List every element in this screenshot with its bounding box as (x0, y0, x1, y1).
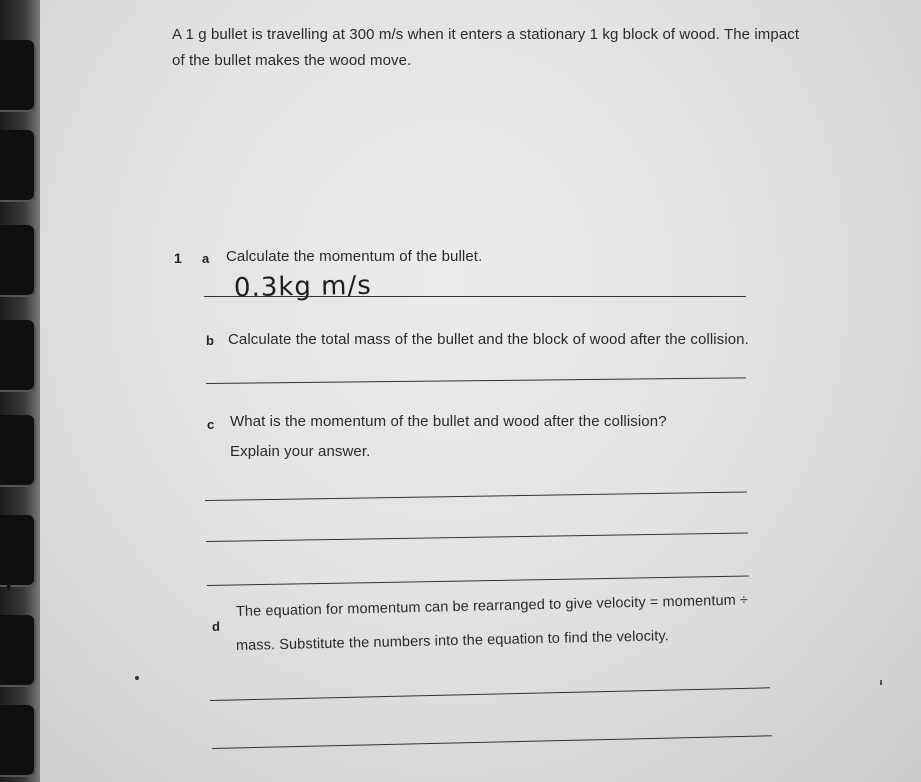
keyboard-key (0, 415, 34, 485)
part-c-question: What is the momentum of the bullet and wood after the collision? (230, 413, 667, 430)
keyboard-edge (0, 0, 44, 782)
intro-line-2: of the bullet makes the wood move. (172, 52, 412, 69)
part-b-question: Calculate the total mass of the bullet and the block of wood after the collision. (228, 331, 749, 348)
part-d-answer-line-1 (210, 687, 770, 701)
part-c-answer-line-1 (205, 491, 747, 501)
part-c-explain: Explain your answer. (230, 443, 371, 460)
paper-speck (135, 676, 139, 680)
intro-line-1: A 1 g bullet is travelling at 300 m/s when it enters a stationary 1 kg block of wood. The impact (172, 26, 800, 43)
keyboard-key (0, 225, 34, 295)
part-c-letter: c (207, 417, 215, 432)
part-a-handwritten-answer: 0.3kg m/s (233, 270, 373, 304)
question-number: 1 (174, 250, 182, 266)
part-d-letter: d (212, 619, 220, 634)
part-c-answer-line-3 (207, 576, 749, 586)
margin-mark-lower: V (4, 735, 26, 773)
margin-mark-upper: F (4, 560, 23, 598)
part-b-answer-line (206, 377, 746, 384)
part-a-letter: a (202, 251, 210, 266)
keyboard-key (0, 130, 34, 200)
part-d-question-line-2: mass. Substitute the numbers into the equation to find the velocity. (235, 628, 669, 654)
part-a-answer-line (204, 296, 746, 297)
part-d-question-line-1: The equation for momentum can be rearranged to give velocity = momentum ÷ (235, 592, 749, 620)
keyboard-key (0, 615, 34, 685)
part-d-answer-line-2 (212, 735, 772, 749)
part-b-letter: b (206, 333, 214, 348)
part-c-answer-line-2 (206, 532, 748, 542)
worksheet-paper (40, 0, 921, 782)
paper-speck (880, 680, 882, 685)
keyboard-key (0, 320, 34, 390)
keyboard-key (0, 40, 34, 110)
part-a-question: Calculate the momentum of the bullet. (226, 248, 483, 265)
